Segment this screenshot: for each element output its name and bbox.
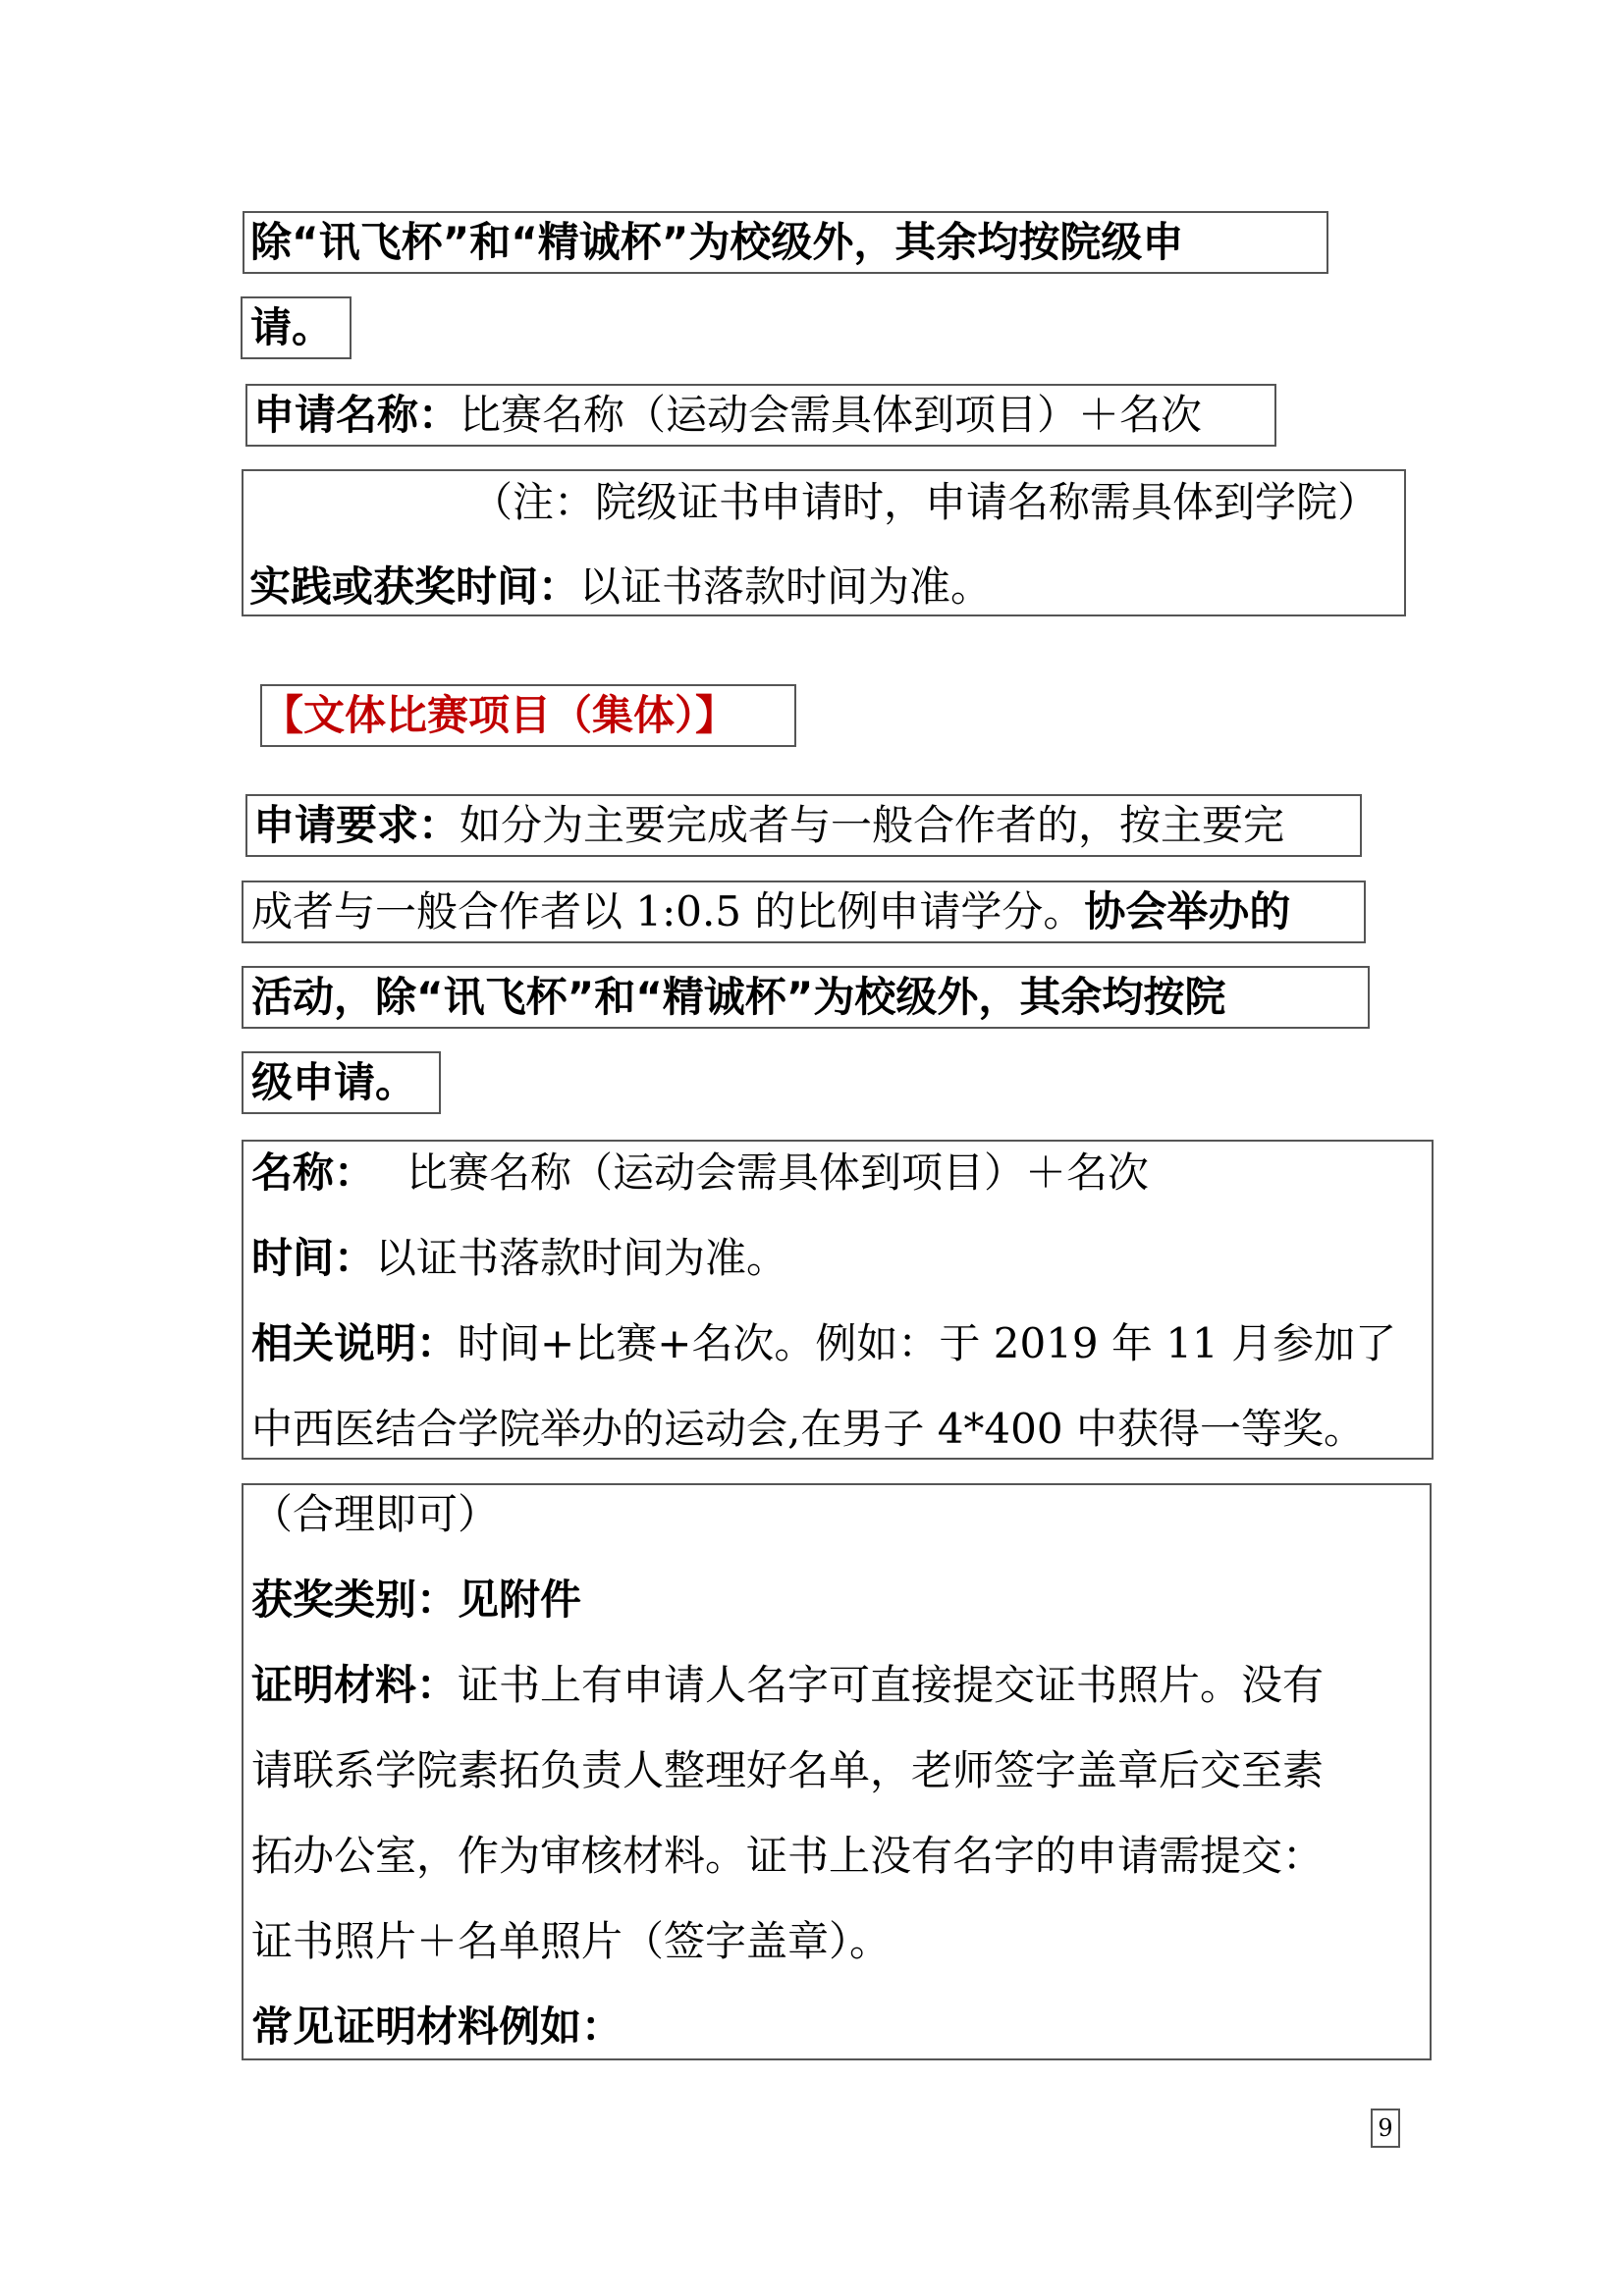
requirement-label: 申请要求： bbox=[253, 801, 460, 849]
requirement-text-2: 成者与一般合作者以 1:0.5 的比例申请学分。 bbox=[251, 887, 1085, 935]
requirement-box-line1 bbox=[245, 794, 1362, 857]
details-name-value: 比赛名称（运动会需具体到项目）＋名次 bbox=[406, 1148, 1150, 1197]
requirement-text-2-bold: 协会举办的 bbox=[1084, 887, 1291, 935]
section-title-box bbox=[260, 684, 796, 747]
proof-material-line1: 证书上有申请人名字可直接提交证书照片。没有 bbox=[458, 1661, 1325, 1709]
apply-name-value: 比赛名称（运动会需具体到项目）＋名次 bbox=[460, 391, 1203, 439]
requirement-box-line3 bbox=[242, 966, 1370, 1029]
proof-reasonable: （合理即可） bbox=[251, 1490, 500, 1538]
apply-name-box bbox=[245, 384, 1276, 447]
apply-name-label: 申请名称： bbox=[253, 391, 460, 439]
proof-material-line4: 证书照片＋名单照片（签字盖章）。 bbox=[251, 1917, 892, 1965]
proof-material-row bbox=[251, 1660, 1324, 1711]
proof-material-line3: 拓办公室，作为审核材料。证书上没有名字的申请需提交： bbox=[251, 1832, 1325, 1880]
details-desc-label: 相关说明： bbox=[251, 1319, 459, 1367]
details-desc-line2: 中西医结合学院举办的运动会,在男子 4*400 中获得一等奖。 bbox=[251, 1405, 1365, 1453]
requirement-box-line2 bbox=[242, 881, 1366, 943]
requirement-row-1 bbox=[253, 800, 1284, 851]
details-time-value: 以证书落款时间为准。 bbox=[375, 1234, 788, 1282]
proof-category-row bbox=[251, 1575, 581, 1626]
page-number: 9 bbox=[1371, 2109, 1400, 2148]
notice-text-line1: 除“讯飞杯”和“精诚杯”为校级外，其余均按院级申 bbox=[250, 218, 1184, 266]
practice-time-value: 以证书落款时间为准。 bbox=[579, 562, 993, 611]
proof-examples-label: 常见证明材料例如： bbox=[251, 2002, 623, 2051]
proof-category-label: 获奖类别： bbox=[251, 1575, 459, 1624]
requirement-text-3: 活动，除“讯飞杯”和“精诚杯”为校级外，其余均按院 bbox=[251, 973, 1226, 1021]
requirement-text-1: 如分为主要完成者与一般合作者的，按主要完 bbox=[460, 801, 1285, 849]
proof-box bbox=[242, 1483, 1432, 2060]
practice-time-row bbox=[249, 561, 992, 613]
notice-box-line1 bbox=[243, 211, 1328, 274]
proof-material-line2: 请联系学院素拓负责人整理好名单，老师签字盖章后交至素 bbox=[251, 1746, 1325, 1794]
details-desc-line1: 时间+比赛+名次。例如：于 2019 年 11 月参加了 bbox=[458, 1319, 1397, 1367]
practice-time-label: 实践或获奖时间： bbox=[249, 562, 580, 611]
notice-box-line2 bbox=[241, 296, 352, 359]
proof-category-value: 见附件 bbox=[458, 1575, 582, 1624]
details-name-row bbox=[251, 1148, 1149, 1199]
details-box bbox=[242, 1140, 1434, 1460]
requirement-text-4: 级申请。 bbox=[251, 1058, 417, 1106]
details-desc-row bbox=[251, 1318, 1396, 1369]
details-time-row bbox=[251, 1233, 787, 1284]
section-title: 【文体比赛项目（集体）】 bbox=[262, 691, 737, 739]
requirement-row-2 bbox=[251, 886, 1290, 937]
requirement-box-line4 bbox=[242, 1051, 441, 1114]
note-box bbox=[242, 469, 1406, 616]
details-name-label: 名称： bbox=[251, 1148, 376, 1197]
apply-name-row bbox=[253, 390, 1202, 441]
details-time-label: 时间： bbox=[251, 1234, 376, 1282]
notice-text-line2: 请。 bbox=[250, 303, 334, 351]
note-text: （注：院级证书申请时，申请名称需具体到学院） bbox=[471, 478, 1380, 526]
proof-material-label: 证明材料： bbox=[251, 1661, 459, 1709]
